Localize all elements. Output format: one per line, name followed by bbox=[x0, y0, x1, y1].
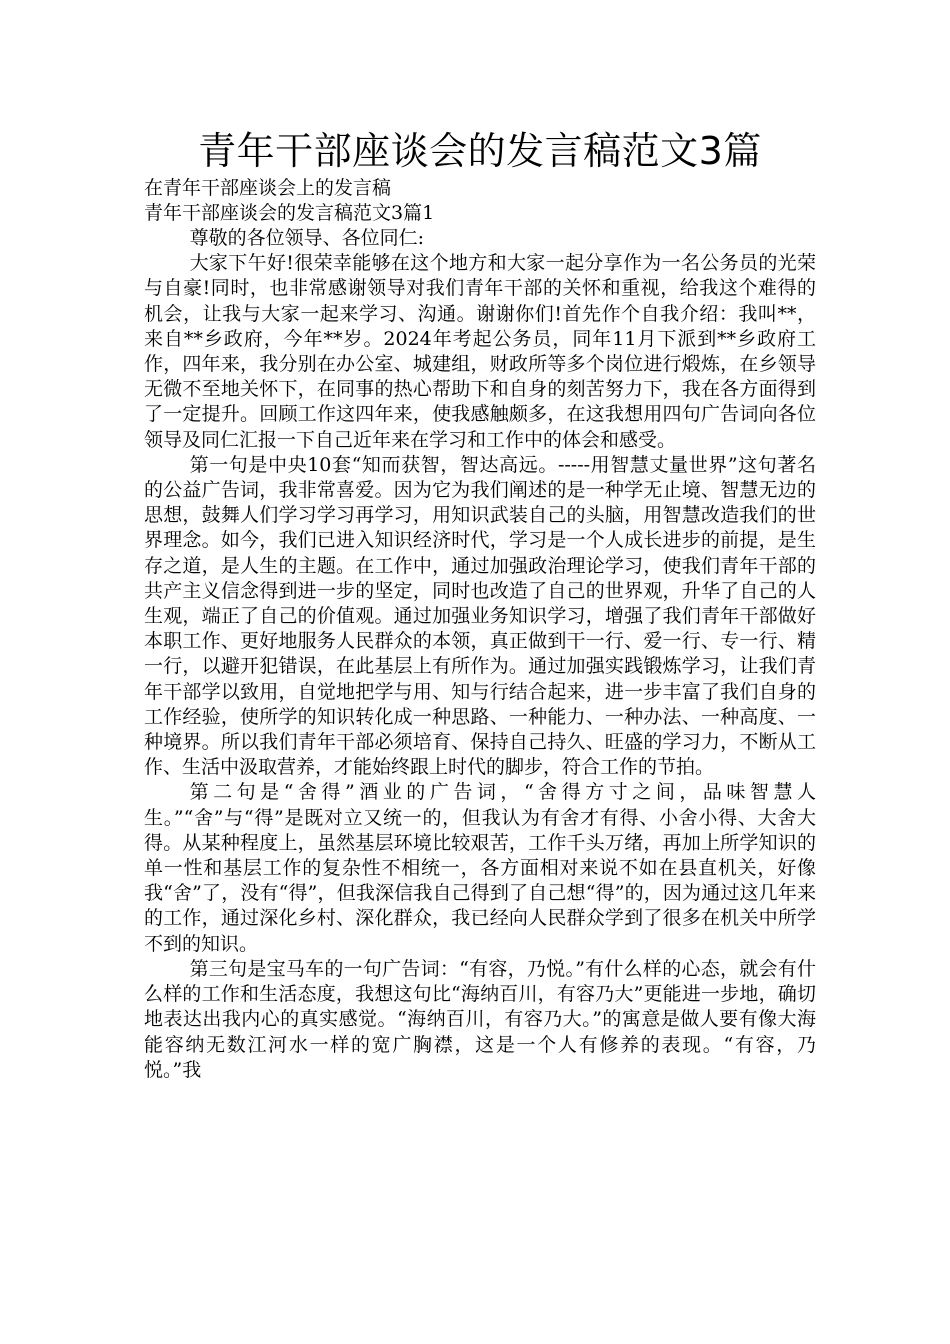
first-slogan-paragraph: 第一句是中央10套“知而获智，智达高远。-----用智慧丈量世界”这句著名的公益广告词，我非常喜爱。因为它为我们阐述的是一种学无止境、智慧无边的思想，鼓舞人们学习学习再学习，用知识武装自己的头脑，用智慧改造我们的世界理念。如今，我们已进入知识经济时代，学习是一个人成长进步的前提，是生存之道，是人生的主题。在工作中，通过加强政治理论学习，使我们青年干部的共产主义信念得到进一步的坚定，同时也改造了自己的世界观，升华了自己的人生观，端正了自己的价值观。通过加强业务知识学习，增强了我们青年干部做好本职工作、更好地服务人民群众的本领，真正做到干一行、爱一行、专一行、精一行，以避开犯错误，在此基层上有所作为。通过加强实践锻炼学习，让我们青年干部学以致用，自觉地把学与用、知与行结合起来，进一步丰富了我们自身的工作经验，使所学的知识转化成一种思路、一种能力、一种办法、一种高度、一种境界。所以我们青年干部必须培育、保持自己持久、旺盛的学习力，不断从工作、生活中汲取营养，才能始终跟上时代的脚步，符合工作的节拍。 bbox=[144, 453, 816, 779]
intro-paragraph: 大家下午好!很荣幸能够在这个地方和大家一起分享作为一名公务员的光荣与自豪!同时，也非常感谢领导对我们青年干部的关怀和重视，给我这个难得的机会，让我与大家一起来学习、沟通。谢谢你们!首先作个自我介绍：我叫**，来自**乡政府，今年**岁。2024年考起公务员，同年11月下派到**乡政府工作，四年来，我分别在办公室、城建组，财政所等多个岗位进行煅炼，在乡领导无微不至地关怀下，在同事的热心帮助下和自身的刻苦努力下，我在各方面得到了一定提升。回顾工作这四年来，使我感触颇多，在这我想用四句广告词向各位领导及同仁汇报一下自己近年来在学习和工作中的体会和感受。 bbox=[144, 252, 816, 451]
document-page bbox=[144, 126, 816, 1083]
third-slogan-paragraph: 第三句是宝马车的一句广告词：“有容，乃悦。”有什么样的心态，就会有什么样的工作和生活态度，我想这句比“海纳百川，有容乃大”更能进一步地，确切地表达出我内心的真实感觉。“海纳百川，有容乃大。”的寓意是做人要有像大海能容纳无数江河水一样的宽广胸襟，这是一个人有修养的表现。“有容，乃悦。”我 bbox=[144, 957, 816, 1081]
salutation-paragraph: 尊敬的各位领导、各位同仁: bbox=[189, 227, 424, 249]
document-title: 青年干部座谈会的发言稿范文3篇 bbox=[198, 129, 762, 173]
second-slogan-paragraph: 第二句是“舍得”酒业的广告词，“舍得方寸之间，品味智慧人生。”“舍”与“得”是既对立又统一的，但我认为有舍才有得、小舍小得、大舍大得。从某种程度上，虽然基层环境比较艰苦，工作千头万绪，再加上所学知识的单一性和基层工作的复杂性不相统一，各方面相对来说不如在县直机关，好像我“舍”了，没有“得”，但我深信我自己得到了自己想“得”的，因为通过这几年来的工作，通过深化乡村、深化群众，我已经向人民群众学到了很多在机关中所学不到的知识。 bbox=[144, 781, 816, 955]
section-heading: 青年干部座谈会的发言稿范文3篇1 bbox=[144, 202, 435, 224]
document-subtitle: 在青年干部座谈会上的发言稿 bbox=[144, 177, 392, 199]
